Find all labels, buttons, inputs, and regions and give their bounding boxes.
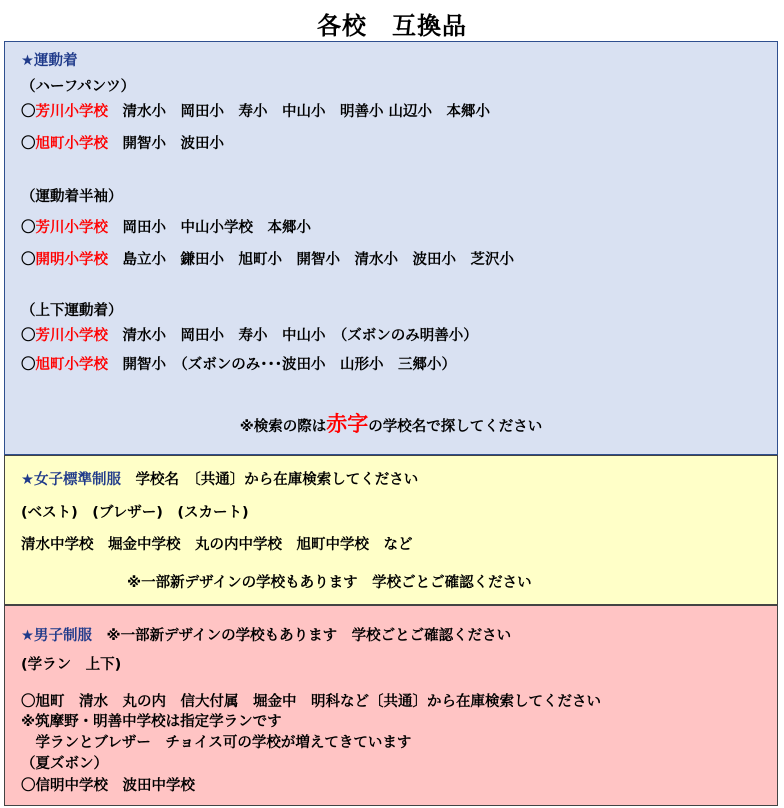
- compatible-schools: 開智小 （ズボンのみ･･･波田小 山形小 三郷小）: [108, 357, 456, 373]
- page-title: 各校 互換品: [317, 12, 467, 40]
- half-pants-row-1: [21, 102, 490, 122]
- girls-uniform-panel: [4, 455, 778, 605]
- boys-line-4: （夏ズボン）: [21, 756, 108, 772]
- boys-line-5: 〇信明中学校 波田中学校: [21, 778, 195, 794]
- compatible-schools: 清水小 岡田小 寿小 中山小 明善小 山辺小 本郷小: [108, 104, 491, 120]
- boys-heading-line: [21, 626, 511, 646]
- bullet: 〇: [21, 220, 36, 236]
- girls-items: (ベスト) (ブレザー) (スカート): [21, 505, 249, 521]
- boys-items: (学ラン 上下): [21, 657, 122, 673]
- search-school-name: 開明小学校: [35, 252, 108, 268]
- girls-heading-note: 学校名 〔共通〕から在庫検索してください: [121, 472, 419, 488]
- red-text-label: 赤字: [326, 412, 369, 436]
- bullet: 〇: [21, 104, 36, 120]
- sportswear-heading: ★運動着: [21, 53, 78, 69]
- search-school-name: 芳川小学校: [35, 328, 108, 344]
- boys-line-3: 学ランとブレザー チョイス可の学校が増えてきています: [21, 735, 412, 751]
- boys-heading-note: ※一部新デザインの学校もあります 学校ごとご確認ください: [92, 628, 512, 644]
- search-note-text: ※検索の際は: [239, 419, 327, 435]
- short-sleeve-label: （運動着半袖）: [21, 189, 123, 205]
- girls-heading: ★女子標準制服: [21, 472, 121, 488]
- full-set-label: （上下運動着）: [21, 303, 123, 319]
- compatible-schools: 開智小 波田小: [108, 136, 224, 152]
- search-note-text: の学校名で探してください: [368, 419, 543, 435]
- full-set-row-2: [21, 355, 456, 375]
- boys-heading: ★男子制服: [21, 628, 92, 644]
- compatible-schools: 岡田小 中山小学校 本郷小: [108, 220, 311, 236]
- bullet: 〇: [21, 328, 36, 344]
- short-sleeve-row-1: [21, 218, 311, 238]
- compatible-schools: 清水小 岡田小 寿小 中山小 （ズボンのみ明善小）: [108, 328, 478, 344]
- girls-heading-line: [21, 470, 418, 490]
- search-school-name: 芳川小学校: [35, 104, 108, 120]
- boys-line-2: ※筑摩野・明善中学校は指定学ランです: [21, 714, 282, 730]
- search-school-name: 旭町小学校: [35, 136, 108, 152]
- girls-schools: 清水中学校 堀金中学校 丸の内中学校 旭町中学校 など: [21, 537, 413, 553]
- compatible-schools: 島立小 鎌田小 旭町小 開智小 清水小 波田小 芝沢小: [108, 252, 514, 268]
- short-sleeve-row-2: [21, 250, 514, 270]
- half-pants-row-2: [21, 134, 224, 154]
- search-note: [5, 414, 777, 437]
- sportswear-panel: [4, 41, 778, 455]
- boys-line-1: 〇旭町 清水 丸の内 信大付属 堀金中 明科など〔共通〕から在庫検索してください: [21, 694, 601, 710]
- bullet: 〇: [21, 252, 36, 268]
- search-school-name: 芳川小学校: [35, 220, 108, 236]
- half-pants-label: （ハーフパンツ）: [21, 79, 136, 95]
- boys-uniform-panel: [4, 605, 778, 806]
- girls-note: ※一部新デザインの学校もあります 学校ごとご確認ください: [127, 575, 532, 591]
- bullet: 〇: [21, 136, 36, 152]
- search-school-name: 旭町小学校: [35, 357, 108, 373]
- full-set-row-1: [21, 326, 478, 346]
- bullet: 〇: [21, 357, 36, 373]
